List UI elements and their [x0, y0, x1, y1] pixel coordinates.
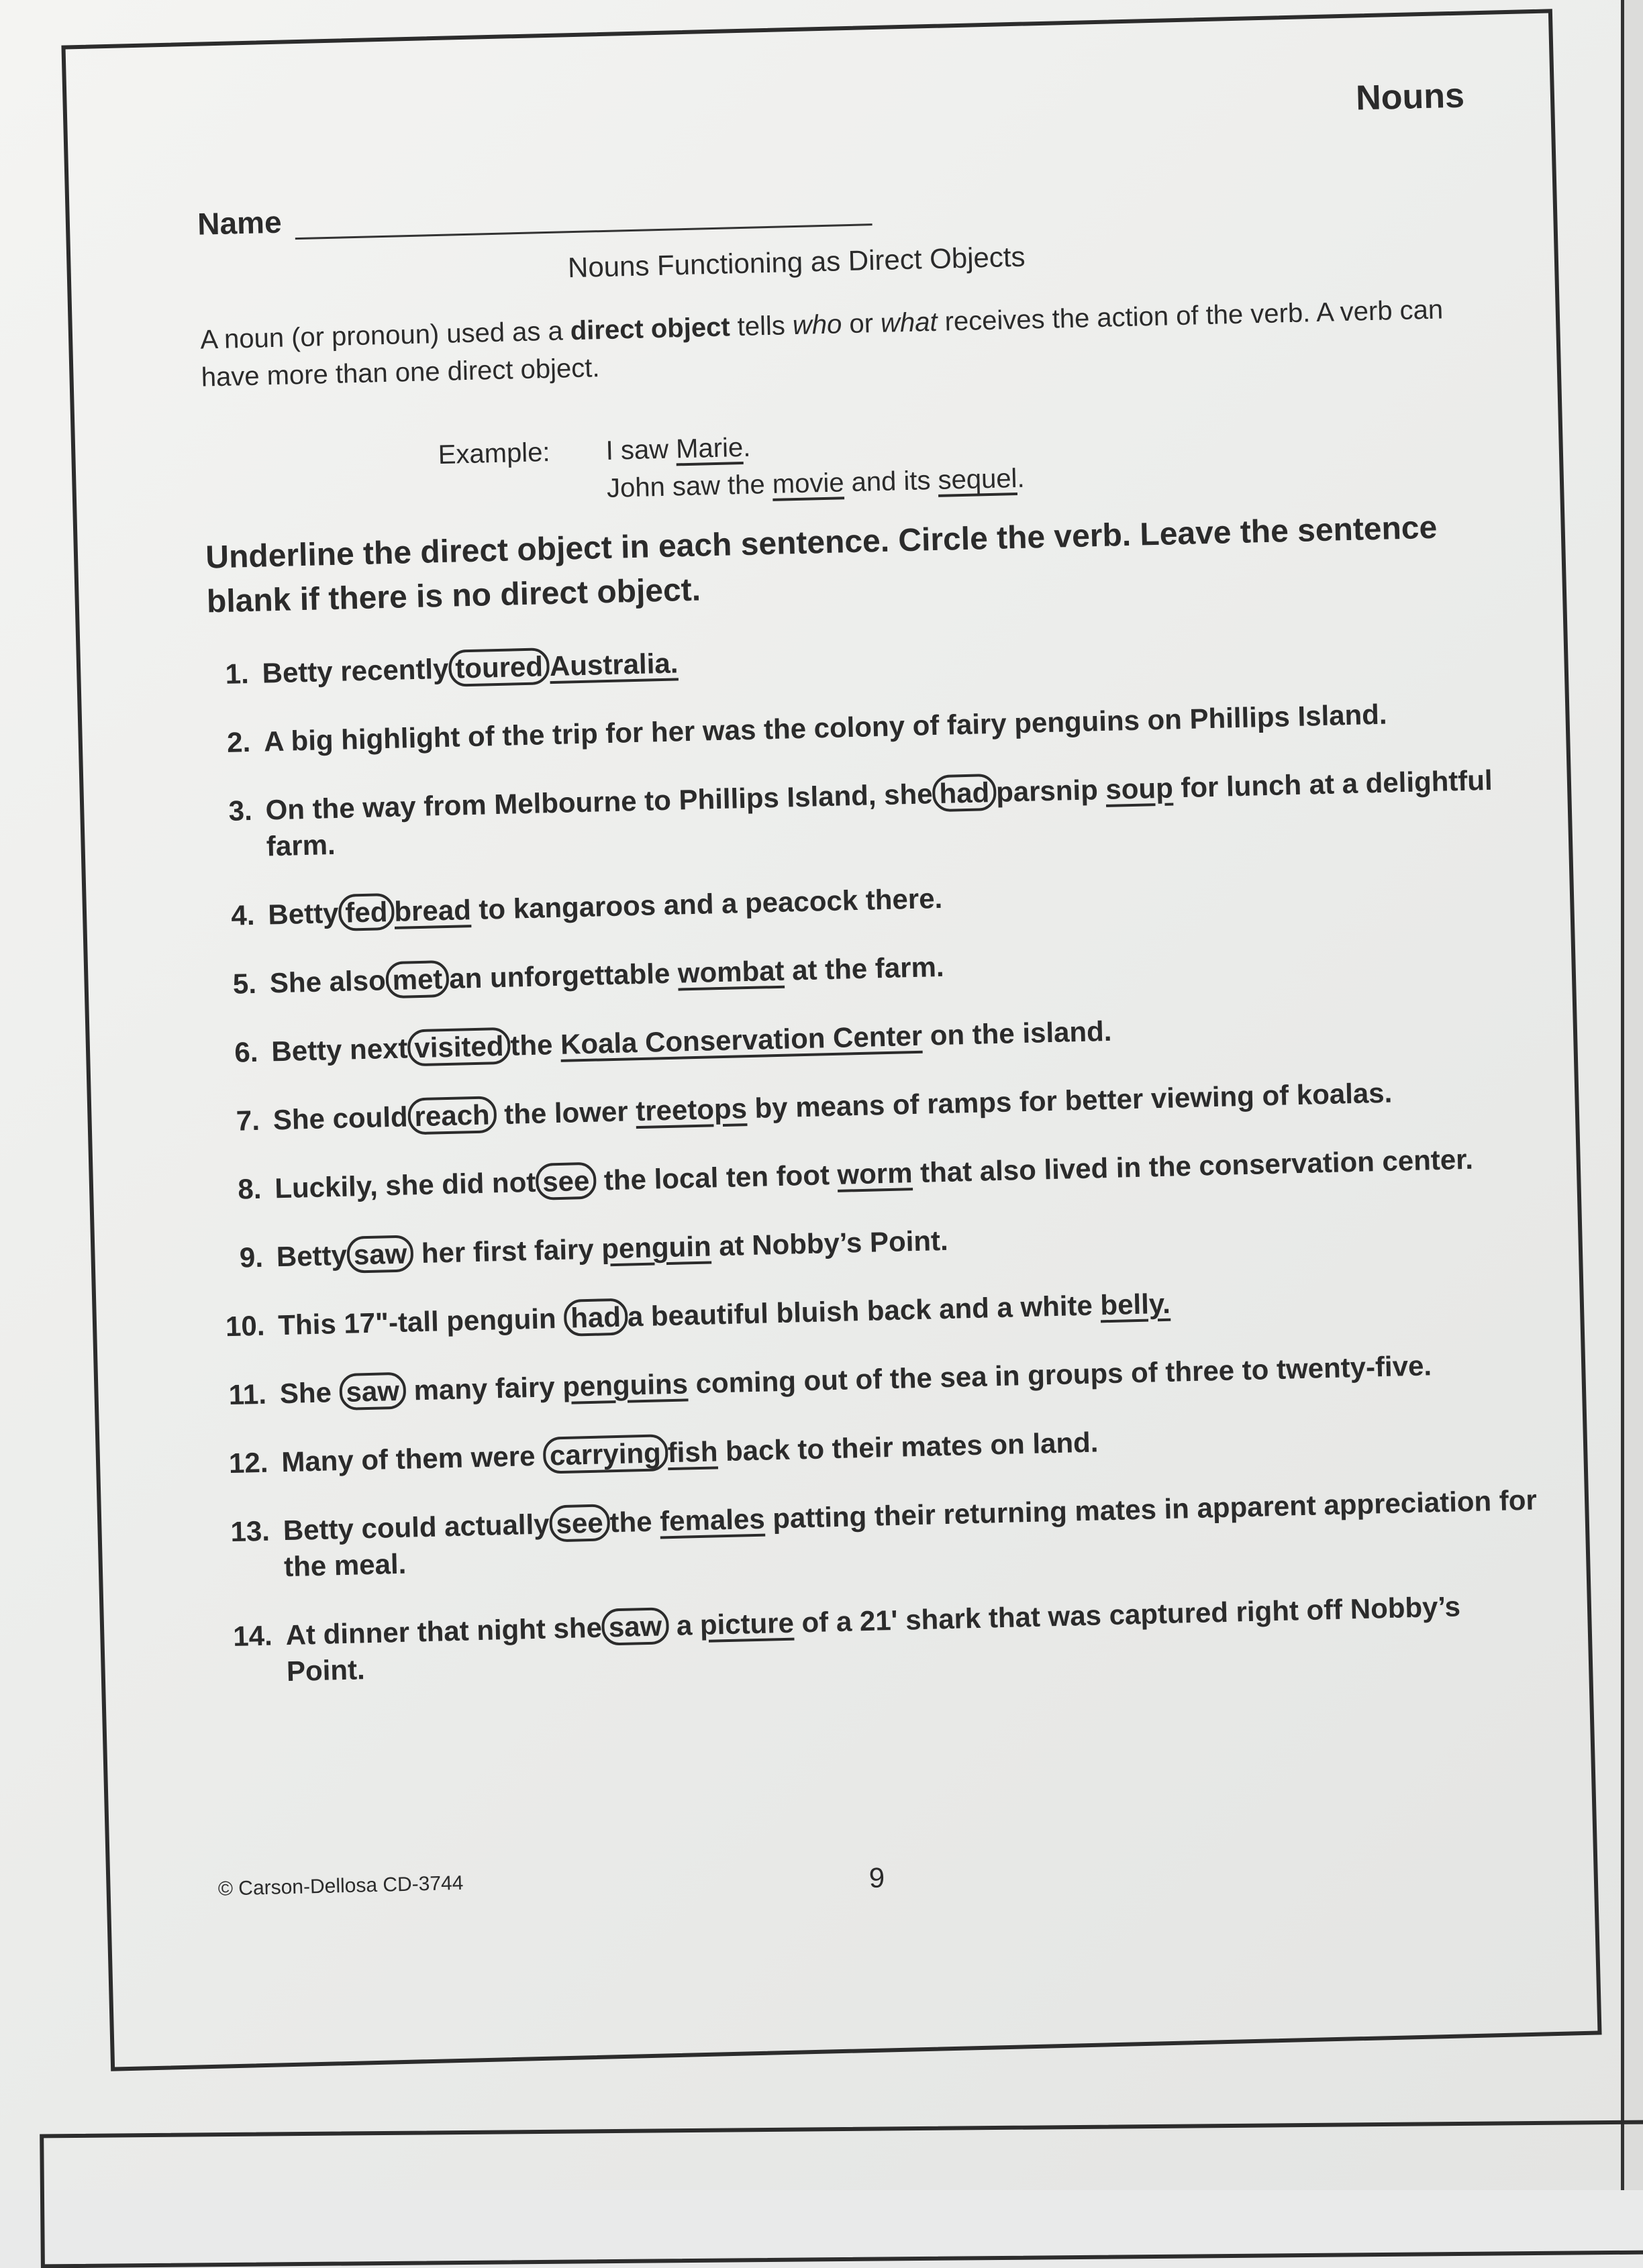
sentence-item [211, 1003, 1527, 1072]
sentence-text: an unforgettable [448, 957, 679, 994]
intro-text: receives the action of the verb. A verb can have more than one direct object. [201, 295, 1444, 393]
circled-verb: see [536, 1162, 597, 1200]
sentence-item [214, 1140, 1530, 1208]
page-number: 9 [868, 1861, 885, 1894]
sentence-item [203, 693, 1520, 762]
example-object: sequel [937, 464, 1017, 495]
item-number: 11. [228, 1378, 267, 1411]
item-number: 7. [236, 1104, 260, 1137]
sentence-item [222, 1482, 1539, 1587]
circled-verb: had [564, 1298, 628, 1337]
sentence-text: many fairy [405, 1370, 563, 1406]
item-number: 8. [237, 1172, 262, 1205]
underlined-object: females [659, 1502, 766, 1537]
sentence-item [225, 1586, 1542, 1691]
example-label: Example: [438, 437, 551, 470]
underlined-object: fish [667, 1435, 718, 1469]
topic-heading: Nouns [1355, 76, 1465, 118]
sentence-text: On the way from Melbourne to Phillips Island, she [265, 778, 934, 826]
circled-verb: toured [448, 648, 550, 687]
page-edge [1621, 0, 1643, 2190]
sentence-text: A big highlight of the trip for her was the colony of fairy penguins on Phillips Island. [263, 698, 1388, 758]
sentence-item [217, 1277, 1534, 1345]
item-number: 13. [230, 1514, 270, 1548]
example-text: I saw [605, 434, 677, 466]
sentence-text: a beautiful bluish back and a white [627, 1289, 1101, 1333]
sentence-text: for lunch at a delightful farm. [266, 764, 1493, 862]
intro-text: or [841, 308, 881, 340]
next-page-border [40, 2120, 1643, 2268]
sentence-text: coming out of the sea in groups of three to twenty-five. [687, 1349, 1432, 1400]
circled-verb: visited [407, 1027, 511, 1067]
circled-verb: saw [346, 1235, 414, 1273]
sentence-text: her first fairy [413, 1233, 602, 1270]
sentence-item [205, 762, 1522, 866]
sentence-text: on the island. [922, 1015, 1112, 1051]
circled-verb: carrying [542, 1434, 668, 1474]
underlined-object: bread [393, 894, 472, 927]
circled-verb: reach [407, 1096, 497, 1135]
intro-text: tells [730, 311, 793, 342]
circled-verb: met [385, 960, 450, 998]
example-block [438, 422, 1025, 511]
underlined-object: penguin [601, 1230, 712, 1265]
item-number: 2. [226, 726, 251, 758]
sentence-text: the lower [496, 1095, 636, 1131]
item-number: 4. [230, 898, 256, 931]
sentence-item [212, 1072, 1528, 1140]
intro-text: A noun (or pronoun) used as a [199, 316, 571, 355]
circled-verb: see [549, 1504, 610, 1542]
underlined-object: wombat [677, 954, 785, 989]
sentence-text: of a 21' shark that was captured right off Nobby’s Point. [286, 1590, 1461, 1688]
sentence-item [219, 1345, 1535, 1414]
item-number: 12. [228, 1446, 268, 1480]
instructions: Underline the direct object in each sentence. Circle the verb. Leave the sentence blank if there is no direct object. [205, 509, 1438, 620]
sentence-list [201, 625, 1542, 1723]
intro-bold-term: direct object [570, 312, 731, 346]
sentence-text: She could [272, 1100, 409, 1136]
sentence-text: by means of ramps for better viewing of koalas. [746, 1076, 1393, 1125]
circled-verb: fed [338, 893, 395, 931]
circled-verb: saw [339, 1372, 407, 1410]
item-number: 9. [239, 1241, 264, 1274]
underlined-object: picture [699, 1606, 795, 1641]
sentence-text: at Nobby’s Point. [710, 1224, 949, 1262]
sentence-text: Betty could actually [283, 1508, 550, 1547]
example-object: movie [772, 468, 845, 499]
sentence-text: Many of them were [281, 1439, 544, 1478]
intro-who: who [792, 309, 842, 341]
copyright-footer: © Carson-Dellosa CD-3744 [217, 1871, 464, 1900]
example-text: . [1016, 463, 1026, 493]
sentence-item [221, 1414, 1537, 1482]
sentence-text: parsnip [995, 773, 1107, 808]
underlined-object: Koala Conservation Center [560, 1019, 923, 1060]
sentence-text: Betty recently [262, 652, 449, 689]
example-text: John saw the [606, 469, 773, 503]
sentence-item [215, 1208, 1532, 1277]
sentence-text: patting their returning mates in apparent appreciation for the meal. [283, 1484, 1538, 1583]
item-number: 10. [225, 1309, 265, 1343]
item-number: 3. [228, 794, 253, 827]
item-number: 1. [225, 658, 250, 690]
sentence-text: Luckily, she did not [274, 1166, 536, 1204]
example-text: and its [843, 465, 939, 498]
sentence-text: to kangaroos and a peacock there. [470, 882, 943, 926]
sentence-text: She also [269, 964, 387, 999]
sentence-text: that also lived in the conservation center. [911, 1143, 1474, 1189]
sentence-text: at the farm. [783, 950, 945, 986]
item-number: 6. [234, 1035, 259, 1068]
sentence-text: the [509, 1028, 561, 1062]
example-text: . [742, 432, 751, 462]
sentence-text: Betty next [270, 1032, 408, 1068]
sentence-item [209, 935, 1525, 1003]
intro-what: what [880, 307, 938, 338]
item-number: 14. [232, 1619, 273, 1653]
item-number: 5. [232, 967, 257, 1000]
underlined-object: Australia. [549, 647, 679, 682]
name-label: Name [197, 204, 283, 242]
sentence-text: back to their mates on land. [717, 1426, 1099, 1467]
sentence-text: the local ten foot [595, 1158, 838, 1196]
page-subtitle: Nouns Functioning as Direct Objects [567, 240, 1026, 284]
sentence-text: the [609, 1505, 660, 1539]
sentence-text: She [279, 1376, 340, 1410]
sentence-item [207, 866, 1524, 935]
sentence-text: At dinner that night she [285, 1611, 603, 1651]
underlined-object: worm [836, 1157, 913, 1190]
sentence-text: Betty [267, 896, 340, 931]
sentence-text: Betty [276, 1239, 348, 1273]
sentence-text: a [668, 1609, 701, 1642]
circled-verb: had [932, 774, 997, 812]
sentence-text: This 17"-tall penguin [277, 1302, 564, 1341]
example-object: Marie [675, 432, 744, 464]
underlined-object: treetops [635, 1092, 748, 1127]
underlined-object: soup [1105, 772, 1174, 805]
underlined-object: belly. [1099, 1287, 1171, 1321]
circled-verb: saw [601, 1607, 669, 1645]
underlined-object: penguins [562, 1368, 689, 1402]
